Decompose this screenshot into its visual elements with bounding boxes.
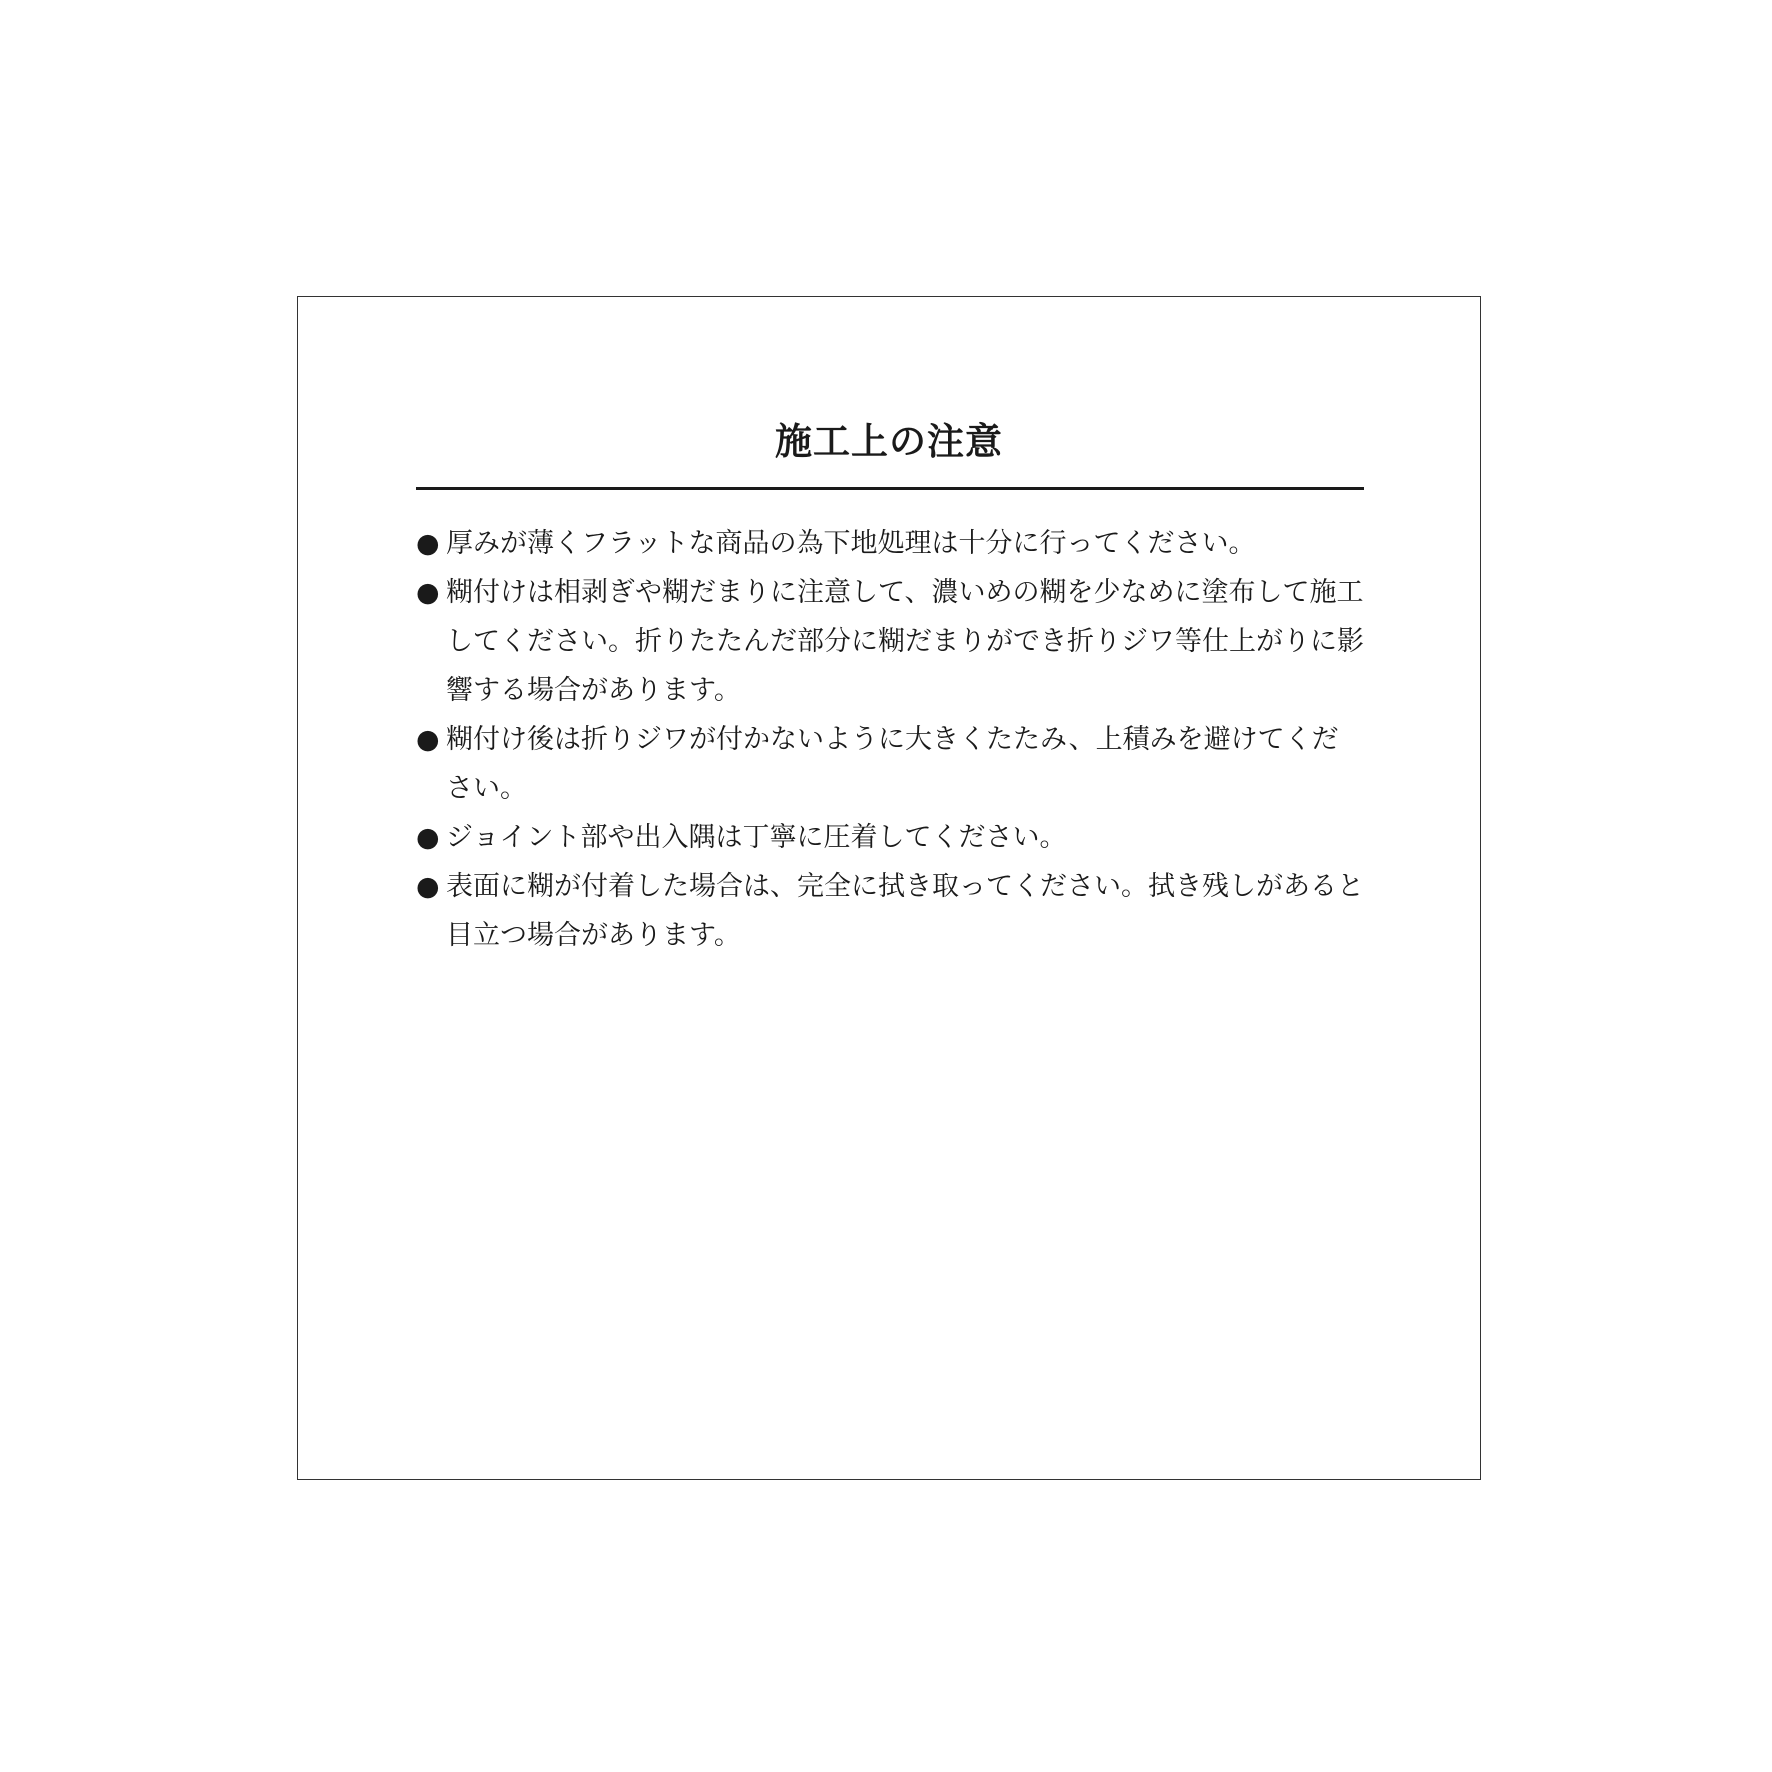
notice-item	[416, 519, 1364, 568]
notice-frame	[297, 296, 1481, 1480]
notice-text: 糊付け後は折りジワが付かないように大きくたたみ、上積みを避けてください。	[446, 724, 1339, 804]
notice-title: 施工上の注意	[775, 420, 1003, 463]
bullet-icon: ●	[416, 871, 440, 902]
notice-list	[416, 519, 1364, 960]
notice-text: 厚みが薄くフラットな商品の為下地処理は十分に行ってください。	[446, 528, 1256, 559]
title-divider	[416, 487, 1364, 490]
notice-text: ジョイント部や出入隅は丁寧に圧着してください。	[446, 822, 1067, 853]
bullet-icon: ●	[416, 528, 440, 559]
notice-text: 表面に糊が付着した場合は、完全に拭き取ってください。拭き残しがあると目立つ場合があります。	[446, 871, 1364, 951]
bullet-icon: ●	[416, 822, 440, 853]
notice-item	[416, 862, 1364, 960]
notice-item	[416, 568, 1364, 715]
bullet-icon: ●	[416, 577, 440, 608]
notice-item	[416, 715, 1364, 813]
notice-text: 糊付けは相剥ぎや糊だまりに注意して、濃いめの糊を少なめに塗布して施工してください。折りたたんだ部分に糊だまりができ折りジワ等仕上がりに影響する場合があります。	[446, 577, 1364, 706]
notice-item	[416, 813, 1364, 862]
bullet-icon: ●	[416, 724, 440, 755]
